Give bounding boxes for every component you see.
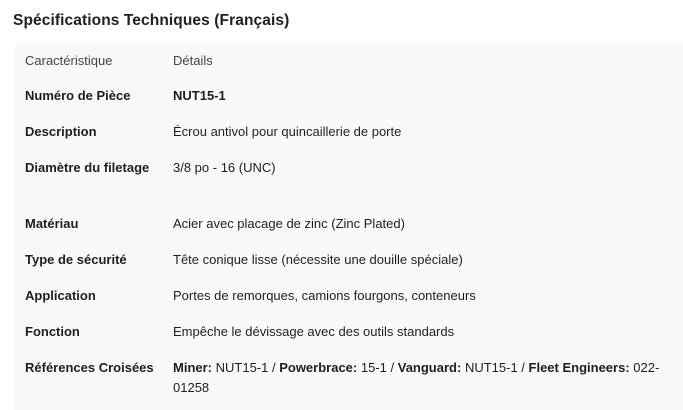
specifications-table-card [13, 42, 683, 410]
table-row [13, 242, 683, 278]
row-value-thread-diameter: 3/8 po - 16 (UNC) [173, 160, 276, 175]
xref-brand-powerbrace: Powerbrace: [279, 360, 358, 375]
xref-brand-miner: Miner: [173, 360, 212, 375]
row-label-cross-references: Références Croisées [25, 360, 154, 375]
table-row [13, 314, 683, 350]
table-row [13, 150, 683, 206]
row-value-security-type: Tête conique lisse (nécessite une douille spéciale) [173, 252, 463, 267]
xref-brand-fleet-engineers: Fleet Engineers: [528, 360, 630, 375]
row-value-cross-references [173, 350, 683, 406]
column-header-characteristic: Caractéristique [25, 53, 113, 68]
row-label-function: Fonction [25, 324, 80, 339]
row-value-description: Écrou antivol pour quincaillerie de porte [173, 124, 402, 139]
page-title: Spécifications Techniques (Français) [13, 12, 290, 29]
table-row [13, 278, 683, 314]
table-row [13, 350, 683, 406]
row-label-application: Application [25, 288, 96, 303]
xref-ref-miner: NUT15-1 / [215, 360, 280, 375]
column-header-details: Détails [173, 53, 213, 68]
xref-ref-vanguard: NUT15-1 / [464, 360, 529, 375]
row-label-security-type: Type de sécurité [25, 252, 127, 267]
table-row [13, 114, 683, 150]
table-row [13, 78, 683, 114]
row-value-application: Portes de remorques, camions fourgons, conteneurs [173, 288, 476, 303]
row-label-description: Description [25, 124, 97, 139]
row-value-material: Acier avec placage de zinc (Zinc Plated) [173, 216, 405, 231]
row-value-part-number: NUT15-1 [173, 88, 226, 103]
xref-ref-fleet-engineers: 022-01258 [173, 360, 660, 395]
xref-ref-powerbrace: 15-1 / [360, 360, 398, 375]
table-row [13, 206, 683, 242]
row-label-thread-diameter: Diamètre du filetage [25, 160, 150, 175]
row-label-part-number: Numéro de Pièce [25, 88, 131, 103]
table-header-row [13, 42, 683, 78]
xref-brand-vanguard: Vanguard: [397, 360, 462, 375]
row-label-material: Matériau [25, 216, 79, 231]
row-value-function: Empêche le dévissage avec des outils standards [173, 324, 455, 339]
specifications-table [13, 42, 683, 406]
